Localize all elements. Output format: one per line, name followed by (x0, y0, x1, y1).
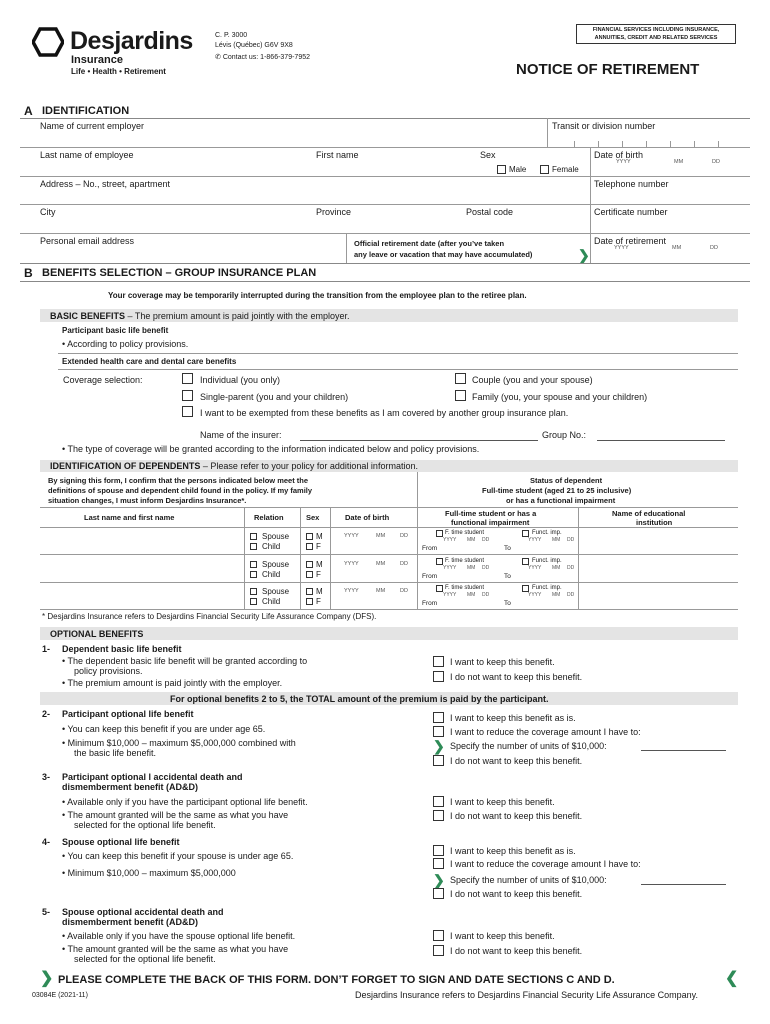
o1-bullet-1: • The dependent basic life benefit will be granted according to (62, 656, 308, 666)
last-name-label: Last name of employee (40, 150, 134, 160)
sex-m-checkbox[interactable] (306, 588, 313, 595)
o5-not-keep-checkbox[interactable] (433, 945, 444, 956)
dependent-name-field[interactable] (44, 585, 240, 607)
fi-date-yyyy: YYYY (528, 537, 542, 543)
sex-m-label: M (316, 560, 323, 569)
per-policy-text: • According to policy provisions. (62, 339, 189, 349)
col-name: Last name and first name (84, 513, 175, 522)
retire-mm: MM (672, 245, 682, 251)
o4-keep-as-is-label: I want to keep this benefit as is. (450, 846, 576, 856)
o3-title-2: dismemberment benefit (AD&D) (62, 782, 199, 792)
dep-dob-mm: MM (376, 533, 386, 539)
o2-keep-as-is-label: I want to keep this benefit as is. (450, 713, 576, 723)
group-no-field[interactable] (597, 440, 725, 441)
spouse-label: Spouse (262, 587, 290, 596)
o5-bullet-1: • Available only if you have the spouse optional life benefit. (62, 931, 296, 941)
sex-f-checkbox[interactable] (306, 543, 313, 550)
female-label: Female (552, 165, 579, 174)
insurer-field[interactable] (300, 440, 538, 441)
o1-title: Dependent basic life benefit (62, 644, 182, 654)
female-checkbox[interactable] (540, 165, 549, 174)
o5-keep-checkbox[interactable] (433, 930, 444, 941)
col-inst-2: institution (636, 518, 673, 527)
status-1: Status of dependent (530, 476, 603, 485)
o1-not-keep-checkbox[interactable] (433, 671, 444, 682)
institution-field[interactable] (582, 530, 736, 552)
o2-keep-as-is-checkbox[interactable] (433, 712, 444, 723)
o3-not-keep-checkbox[interactable] (433, 810, 444, 821)
email-label: Personal email address (40, 236, 135, 246)
o2-reduce-label: I want to reduce the coverage amount I have to: (450, 727, 641, 737)
o2-bullet-1: • You can keep this benefit if you are under age 65. (62, 724, 266, 734)
ft-student-checkbox[interactable] (436, 530, 443, 537)
child-label: Child (262, 570, 281, 579)
o5-title-1: Spouse optional accidental death and (62, 907, 224, 917)
o2-title: Participant optional life benefit (62, 709, 194, 719)
phone-icon: ✆ (215, 54, 221, 61)
optional-benefits-header: OPTIONAL BENEFITS (50, 629, 144, 639)
funct-imp-label: Funct. imp. (532, 585, 562, 591)
child-label: Child (262, 542, 281, 551)
o2-units-label: Specify the number of units of $10,000: (450, 741, 607, 751)
ft-date-mm: MM (467, 592, 476, 598)
dependents-header: IDENTIFICATION OF DEPENDENTS – Please refer to your policy for additional information. (50, 461, 418, 471)
o5-bullet-2b: selected for the optional life benefit. (74, 954, 216, 964)
o4-num: 4- (42, 837, 51, 847)
o4-bullet-1: • You can keep this benefit if your spouse is under age 65. (62, 851, 294, 861)
o4-not-keep-checkbox[interactable] (433, 888, 444, 899)
ft-date-mm: MM (467, 565, 476, 571)
official-date-label-1: Official retirement date (after you’ve taken (354, 239, 505, 248)
dependent-name-field[interactable] (44, 530, 240, 552)
coverage-note: • The type of coverage will be granted according to the information indicated below and policy provisions. (62, 444, 480, 454)
ft-student-checkbox[interactable] (436, 585, 443, 592)
o3-keep-label: I want to keep this benefit. (450, 797, 555, 807)
ft-date-yyyy: YYYY (443, 592, 457, 598)
status-3: or has a functional impairment (506, 496, 616, 505)
child-label: Child (262, 597, 281, 606)
col-dob: Date of birth (345, 513, 390, 522)
couple-checkbox[interactable] (455, 373, 466, 384)
dependent-name-field[interactable] (44, 558, 240, 580)
funct-imp-label: Funct. imp. (532, 530, 562, 536)
sex-m-label: M (316, 587, 323, 596)
phone-label: Telephone number (594, 179, 669, 189)
to-label: To (504, 545, 511, 552)
address-label: Address – No., street, apartment (40, 179, 171, 189)
o3-bullet-2: • The amount granted will be the same as what you have (62, 810, 289, 820)
fi-date-mm: MM (552, 537, 561, 543)
to-label: To (504, 600, 511, 607)
o4-reduce-label: I want to reduce the coverage amount I have to: (450, 859, 641, 869)
o5-num: 5- (42, 907, 51, 917)
ft-date-dd: DD (482, 592, 490, 598)
o3-title-1: Participant optional l accidental death and (62, 772, 243, 782)
from-label: From (422, 600, 438, 607)
group-no-label: Group No.: (542, 430, 587, 440)
o2-not-keep-checkbox[interactable] (433, 755, 444, 766)
logo-sub: Insurance (71, 54, 123, 66)
spouse-checkbox[interactable] (250, 588, 257, 595)
logo-tag: Life • Health • Retirement (71, 67, 166, 76)
o4-title: Spouse optional life benefit (62, 837, 180, 847)
col-ft-1: Full-time student or has a (445, 509, 537, 518)
dep-dob-yyyy: YYYY (344, 533, 359, 539)
o1-keep-label: I want to keep this benefit. (450, 657, 555, 667)
fi-date-dd: DD (567, 537, 575, 543)
certificate-label: Certificate number (594, 207, 668, 217)
section-b-title: BENEFITS SELECTION – GROUP INSURANCE PLAN (42, 267, 317, 279)
complete-back-note: PLEASE COMPLETE THE BACK OF THIS FORM. DON’T FORGET TO SIGN AND DATE SECTIONS C AND D. (58, 974, 615, 986)
exempt-checkbox[interactable] (182, 406, 193, 417)
section-a-letter: A (24, 104, 33, 118)
services-box: FINANCIAL SERVICES INCLUDING INSURANCE, ANNUITIES, CREDIT AND RELATED SERVICES (576, 24, 736, 44)
child-checkbox[interactable] (250, 543, 257, 550)
dob-yyyy: YYYY (616, 159, 631, 165)
o1-bullet-2: • The premium amount is paid jointly with the employer. (62, 678, 283, 688)
funct-imp-checkbox[interactable] (522, 530, 529, 537)
o5-keep-label: I want to keep this benefit. (450, 931, 555, 941)
dob-mm: MM (674, 159, 684, 165)
logo-name: Desjardins (70, 27, 193, 55)
sex-m-label: M (316, 532, 323, 541)
fi-date-yyyy: YYYY (528, 565, 542, 571)
to-label: To (504, 573, 511, 580)
contact-line: ✆ Contact us: 1-866-379-7952 (215, 54, 310, 61)
male-checkbox[interactable] (497, 165, 506, 174)
funct-imp-checkbox[interactable] (522, 558, 529, 565)
footnote: * Desjardins Insurance refers to Desjardins Financial Security Life Assurance Company (DFS). (42, 612, 377, 621)
individual-label: Individual (you only) (200, 375, 281, 385)
employer-field[interactable] (40, 133, 545, 146)
child-checkbox[interactable] (250, 571, 257, 578)
couple-label: Couple (you and your spouse) (472, 375, 593, 385)
retire-dd: DD (710, 245, 718, 251)
o5-title-2: dismemberment benefit (AD&D) (62, 917, 199, 927)
city-label: City (40, 207, 56, 217)
ft-student-label: F. time student (445, 585, 485, 591)
o3-keep-checkbox[interactable] (433, 796, 444, 807)
employer-label: Name of current employer (40, 121, 145, 131)
footer-arrow-left-icon: ❮ (725, 970, 739, 987)
dob-dd: DD (712, 159, 720, 165)
spouse-checkbox[interactable] (250, 561, 257, 568)
col-ft-2: functional impairment (451, 518, 530, 527)
o2-num: 2- (42, 709, 51, 719)
exempt-label: I want to be exempted from these benefits as I am covered by another group insurance plan. (200, 408, 569, 418)
dep-sign-1: By signing this form, I confirm that the persons indicated below meet the (48, 476, 309, 485)
funct-imp-checkbox[interactable] (522, 585, 529, 592)
o1-keep-checkbox[interactable] (433, 656, 444, 667)
dep-dob-mm: MM (376, 588, 386, 594)
male-label: Male (509, 165, 527, 174)
ft-date-mm: MM (467, 537, 476, 543)
fi-date-mm: MM (552, 592, 561, 598)
ft-date-dd: DD (482, 537, 490, 543)
o4-keep-as-is-checkbox[interactable] (433, 845, 444, 856)
ft-date-dd: DD (482, 565, 490, 571)
o2-reduce-checkbox[interactable] (433, 726, 444, 737)
dep-dob-yyyy: YYYY (344, 561, 359, 567)
family-label: Family (you, your spouse and your children) (472, 392, 648, 402)
footer-refers: Desjardins Insurance refers to Desjardins Financial Security Life Assurance Company. (355, 990, 698, 1000)
address-line-2: Lévis (Québec) G6V 9X8 (215, 42, 293, 49)
sex-f-checkbox[interactable] (306, 598, 313, 605)
o2-not-keep-label: I do not want to keep this benefit. (450, 756, 583, 766)
sex-f-label: F (316, 542, 321, 551)
dep-dob-dd: DD (400, 588, 408, 594)
ft-student-label: F. time student (445, 530, 485, 536)
dep-dob-yyyy: YYYY (344, 588, 359, 594)
institution-field[interactable] (582, 585, 736, 607)
single-parent-checkbox[interactable] (182, 390, 193, 401)
spouse-checkbox[interactable] (250, 533, 257, 540)
col-sex: Sex (306, 513, 320, 522)
form-code: 03084E (2021-11) (32, 992, 88, 999)
col-relation: Relation (254, 513, 284, 522)
fi-date-dd: DD (567, 592, 575, 598)
sex-f-checkbox[interactable] (306, 571, 313, 578)
sex-f-label: F (316, 597, 321, 606)
footer-arrow-right-icon: ❯ (40, 970, 54, 987)
postal-label: Postal code (466, 207, 514, 217)
sex-f-label: F (316, 570, 321, 579)
province-label: Province (316, 207, 352, 217)
o4-arrow-icon: ❯ (433, 872, 445, 888)
dob-label: Date of birth (594, 150, 644, 160)
ft-student-label: F. time student (445, 558, 485, 564)
ext-health-title: Extended health care and dental care benefits (62, 357, 237, 366)
total-premium-note: For optional benefits 2 to 5, the TOTAL amount of the premium is paid by the participant. (170, 694, 549, 704)
o4-units-field[interactable] (641, 884, 726, 885)
arrow-right-icon: ❯ (578, 247, 590, 263)
participant-basic-title: Participant basic life benefit (62, 326, 169, 335)
ft-date-yyyy: YYYY (443, 537, 457, 543)
dep-dob-mm: MM (376, 561, 386, 567)
from-label: From (422, 573, 438, 580)
sex-label: Sex (480, 150, 496, 160)
child-checkbox[interactable] (250, 598, 257, 605)
desjardins-logo-icon (32, 27, 64, 57)
dep-sign-3: situation changes, I must inform Desjardins Insurance*. (48, 496, 247, 505)
fi-date-mm: MM (552, 565, 561, 571)
o2-units-field[interactable] (641, 750, 726, 751)
basic-benefits-header: BASIC BENEFITS – The premium amount is paid jointly with the employer. (50, 311, 350, 321)
o3-num: 3- (42, 772, 51, 782)
section-b-letter: B (24, 266, 33, 280)
o5-not-keep-label: I do not want to keep this benefit. (450, 946, 583, 956)
insurer-label: Name of the insurer: (200, 430, 282, 440)
single-parent-label: Single-parent (you and your children) (200, 392, 349, 402)
o1-bullet-1b: policy provisions. (74, 666, 143, 676)
spouse-label: Spouse (262, 560, 290, 569)
fi-date-yyyy: YYYY (528, 592, 542, 598)
dep-sign-2: definitions of spouse and dependent child found in the policy. If my family (48, 486, 313, 495)
coverage-selection-label: Coverage selection: (63, 375, 143, 385)
fi-date-dd: DD (567, 565, 575, 571)
section-a-title: IDENTIFICATION (42, 105, 130, 117)
spouse-label: Spouse (262, 532, 290, 541)
o4-bullet-2: • Minimum $10,000 – maximum $5,000,000 (62, 868, 236, 878)
transit-label: Transit or division number (552, 121, 656, 131)
o5-bullet-2: • The amount granted will be the same as what you have (62, 944, 289, 954)
o4-reduce-checkbox[interactable] (433, 858, 444, 869)
retire-yyyy: YYYY (614, 245, 629, 251)
o2-bullet-2b: the basic life benefit. (74, 748, 157, 758)
institution-field[interactable] (582, 558, 736, 580)
o4-not-keep-label: I do not want to keep this benefit. (450, 889, 583, 899)
dep-dob-dd: DD (400, 561, 408, 567)
o3-not-keep-label: I do not want to keep this benefit. (450, 811, 583, 821)
sex-m-checkbox[interactable] (306, 561, 313, 568)
family-checkbox[interactable] (455, 390, 466, 401)
funct-imp-label: Funct. imp. (532, 558, 562, 564)
from-label: From (422, 545, 438, 552)
col-inst-1: Name of educational (612, 509, 686, 518)
page-title: NOTICE OF RETIREMENT (516, 61, 700, 78)
o1-num: 1- (42, 644, 51, 654)
individual-checkbox[interactable] (182, 373, 193, 384)
o3-bullet-2b: selected for the optional life benefit. (74, 820, 216, 830)
ft-date-yyyy: YYYY (443, 565, 457, 571)
o4-units-label: Specify the number of units of $10,000: (450, 875, 607, 885)
o2-arrow-icon: ❯ (433, 738, 445, 754)
o3-bullet-1: • Available only if you have the participant optional life benefit. (62, 797, 308, 807)
o1-not-keep-label: I do not want to keep this benefit. (450, 672, 583, 682)
dep-dob-dd: DD (400, 533, 408, 539)
interruption-notice: Your coverage may be temporarily interrupted during the transition from the employee plan to the retiree plan. (108, 291, 527, 300)
sex-m-checkbox[interactable] (306, 533, 313, 540)
first-name-label: First name (316, 150, 359, 160)
status-2: Full-time student (aged 21 to 25 inclusive) (482, 486, 632, 495)
official-date-label-2: any leave or vacation that may have accumulated) (354, 250, 533, 259)
retire-date-label: Date of retirement (594, 236, 667, 246)
ft-student-checkbox[interactable] (436, 558, 443, 565)
address-line-1: C. P. 3000 (215, 32, 248, 39)
o2-bullet-2: • Minimum $10,000 – maximum $5,000,000 combined with (62, 738, 296, 748)
